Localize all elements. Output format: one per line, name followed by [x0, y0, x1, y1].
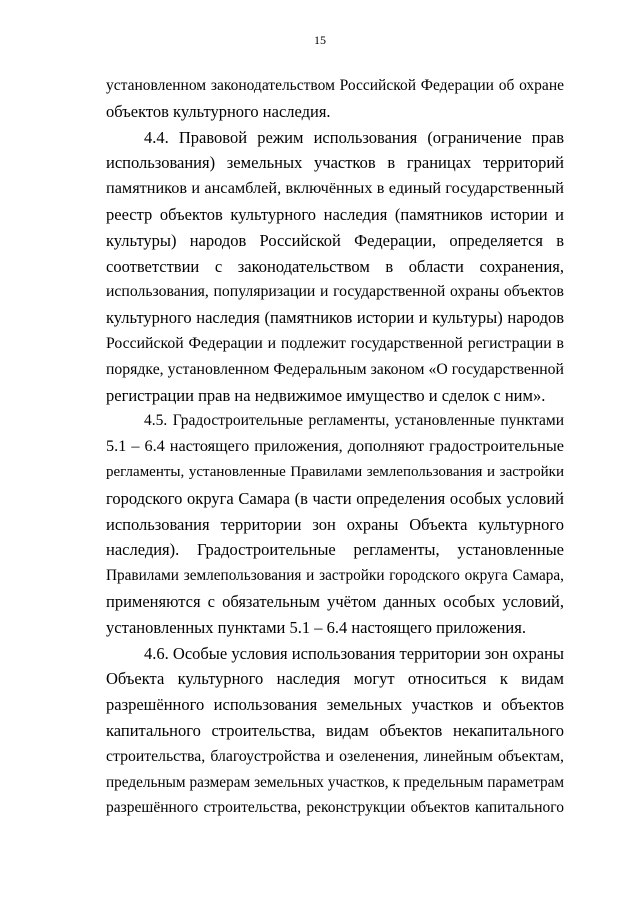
document-body [106, 73, 564, 821]
text-line: регламенты, установленные Правилами землепользования и застройки [106, 463, 564, 480]
text-line: Российской Федерации и подлежит государственной регистрации в [106, 334, 564, 352]
paragraph-4-6-line: 4.6. Особые условия использования территории зон охраны [144, 643, 564, 663]
text-line: Объекта культурного наследия могут относиться к видам [106, 669, 564, 689]
text-line: памятников и ансамблей, включённых в единый государственный [106, 179, 564, 198]
text-line: использования) земельных участков в границах территорий [106, 153, 564, 173]
text-line: городского округа Самара (в части определения особых условий [106, 488, 564, 508]
text-line: установленном законодательством Российской Федерации об охране [106, 77, 564, 94]
text-line: разрешённого строительства, реконструкции объектов капитального [106, 799, 564, 817]
text-line: установленных пунктами 5.1 – 6.4 настоящего приложения. [106, 617, 526, 637]
text-line: использования, популяризации и государственной охраны объектов [106, 283, 564, 301]
text-line: объектов культурного наследия. [106, 101, 331, 121]
text-line: наследия). Градостроительные регламенты, установленные [106, 540, 564, 560]
text-line: 5.1 – 6.4 настоящего приложения, дополняют градостроительные [106, 437, 564, 456]
text-line: применяются с обязательным учётом данных особых условий, [106, 591, 564, 611]
text-line: использования территории зон охраны Объекта культурного [106, 514, 564, 534]
text-line: капитального строительства, видам объектов некапитального [106, 720, 564, 740]
text-line: предельным размерам земельных участков, к предельным параметрам [106, 773, 564, 791]
text-line: соответствии с законодательством в области сохранения, [106, 256, 564, 276]
text-line: регистрации прав на недвижимое имущество и сделок с ним». [106, 385, 546, 405]
text-line: строительства, благоустройства и озеленения, линейным объектам, [106, 747, 564, 765]
paragraph-4-5-line: 4.5. Градостроительные регламенты, установленные пунктами [144, 412, 564, 430]
page-number: 15 [314, 33, 326, 47]
text-line: разрешённого использования земельных участков и объектов [106, 695, 564, 715]
text-line: реестр объектов культурного наследия (памятников истории и [106, 204, 564, 224]
text-line: культурного наследия (памятников истории и культуры) народов [106, 308, 564, 328]
text-line: порядке, установленном Федеральным законом «О государственной [106, 360, 564, 378]
paragraph-4-4-line: 4.4. Правовой режим использования (ограничение прав [144, 127, 564, 147]
text-line: культуры) народов Российской Федерации, определяется в [106, 230, 564, 250]
text-line: Правилами землепользования и застройки городского округа Самара, [106, 567, 564, 585]
